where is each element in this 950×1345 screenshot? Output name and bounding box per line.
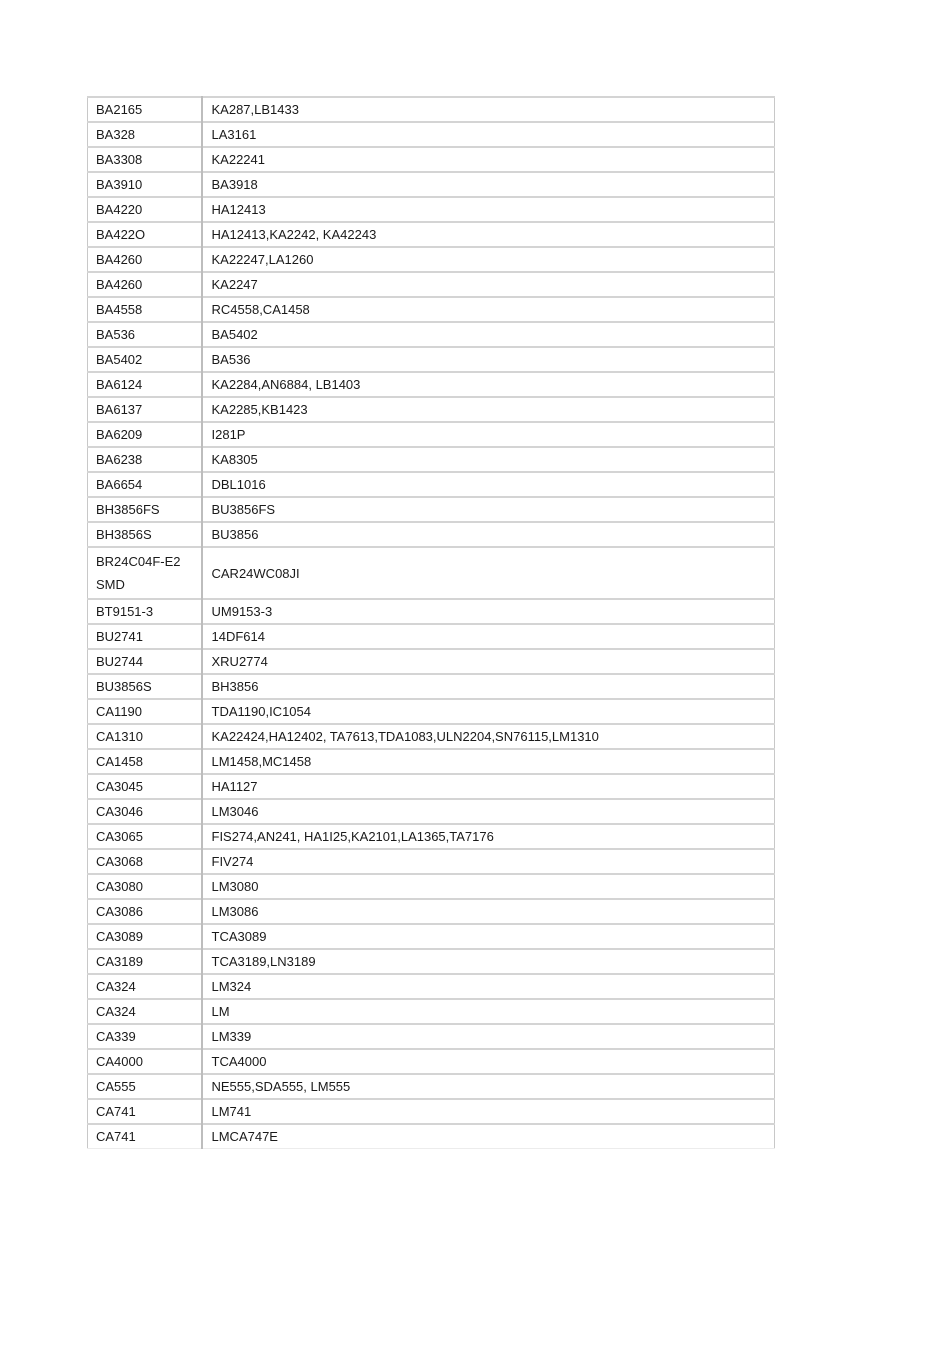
part-number-cell: BU2744 — [88, 649, 202, 674]
table-body — [88, 97, 775, 1149]
table-row — [88, 247, 775, 272]
part-number-cell: BT9151-3 — [88, 599, 202, 624]
table-row — [88, 924, 775, 949]
table-row — [88, 1049, 775, 1074]
part-number-cell: BA2165 — [88, 97, 202, 122]
part-number-cell: CA339 — [88, 1024, 202, 1049]
equivalents-cell: TCA3089 — [202, 924, 775, 949]
equivalents-cell: LM3046 — [202, 799, 775, 824]
table-row — [88, 649, 775, 674]
part-number-cell: BA3910 — [88, 172, 202, 197]
part-number-cell: CA555 — [88, 1074, 202, 1099]
equivalents-cell: HA1127 — [202, 774, 775, 799]
part-number-cell: BA4558 — [88, 297, 202, 322]
part-number-cell: BR24C04F-E2 SMD — [88, 547, 202, 599]
equivalents-cell: BA5402 — [202, 322, 775, 347]
equivalents-cell: BA536 — [202, 347, 775, 372]
part-number-cell: BA3308 — [88, 147, 202, 172]
part-number-cell: BA328 — [88, 122, 202, 147]
part-number-cell: BH3856S — [88, 522, 202, 547]
part-number-cell: BA6654 — [88, 472, 202, 497]
part-number-cell: BU3856S — [88, 674, 202, 699]
equivalents-cell: LM324 — [202, 974, 775, 999]
equivalents-cell: KA2284,AN6884, LB1403 — [202, 372, 775, 397]
equivalents-cell: TCA3189,LN3189 — [202, 949, 775, 974]
equivalents-cell: KA287,LB1433 — [202, 97, 775, 122]
table-row — [88, 774, 775, 799]
equivalents-cell: KA22424,HA12402, TA7613,TDA1083,ULN2204,SN76115,LM1310 — [202, 724, 775, 749]
equivalents-cell: BH3856 — [202, 674, 775, 699]
equivalents-cell: CAR24WC08JI — [202, 547, 775, 599]
table-row — [88, 1024, 775, 1049]
part-number-cell: CA1310 — [88, 724, 202, 749]
equivalents-cell: BU3856 — [202, 522, 775, 547]
equivalents-cell: LM3080 — [202, 874, 775, 899]
table-row — [88, 172, 775, 197]
part-number-cell: CA3068 — [88, 849, 202, 874]
equivalents-cell: HA12413 — [202, 197, 775, 222]
part-number-cell: BA4260 — [88, 272, 202, 297]
part-number-cell: CA3086 — [88, 899, 202, 924]
equivalents-cell: LM — [202, 999, 775, 1024]
equivalents-cell: LMCA747E — [202, 1124, 775, 1149]
table-row — [88, 272, 775, 297]
part-number-cell: BU2741 — [88, 624, 202, 649]
part-number-cell: CA3045 — [88, 774, 202, 799]
part-number-cell: CA3089 — [88, 924, 202, 949]
table-row — [88, 1124, 775, 1149]
table-row — [88, 497, 775, 522]
table-row — [88, 122, 775, 147]
part-number-cell: BA6124 — [88, 372, 202, 397]
part-number-cell: CA3189 — [88, 949, 202, 974]
equivalents-cell: FIV274 — [202, 849, 775, 874]
equivalents-cell: DBL1016 — [202, 472, 775, 497]
table-row — [88, 899, 775, 924]
table-row — [88, 699, 775, 724]
equivalents-cell: LM1458,MC1458 — [202, 749, 775, 774]
part-number-cell: CA3065 — [88, 824, 202, 849]
equivalents-cell: LA3161 — [202, 122, 775, 147]
equivalents-cell: NE555,SDA555, LM555 — [202, 1074, 775, 1099]
equivalents-cell: I281P — [202, 422, 775, 447]
table-row — [88, 974, 775, 999]
equivalents-cell: HA12413,KA2242, KA42243 — [202, 222, 775, 247]
table-row — [88, 297, 775, 322]
table-row — [88, 674, 775, 699]
table-row — [88, 422, 775, 447]
table-row — [88, 874, 775, 899]
table-row — [88, 1074, 775, 1099]
table-row — [88, 322, 775, 347]
equivalents-cell: KA2285,KB1423 — [202, 397, 775, 422]
table-row — [88, 849, 775, 874]
table-row — [88, 624, 775, 649]
part-number-cell: BA4220 — [88, 197, 202, 222]
part-number-cell: BH3856FS — [88, 497, 202, 522]
equivalents-cell: 14DF614 — [202, 624, 775, 649]
table-row — [88, 372, 775, 397]
equivalents-cell: UM9153-3 — [202, 599, 775, 624]
equivalents-cell: LM3086 — [202, 899, 775, 924]
equivalents-cell: LM339 — [202, 1024, 775, 1049]
equivalents-cell: FIS274,AN241, HA1I25,KA2101,LA1365,TA7176 — [202, 824, 775, 849]
part-number-cell: BA536 — [88, 322, 202, 347]
table-row — [88, 397, 775, 422]
equivalents-cell: BA3918 — [202, 172, 775, 197]
table-row — [88, 97, 775, 122]
part-number-cell: CA3046 — [88, 799, 202, 824]
table-row — [88, 197, 775, 222]
table-row — [88, 599, 775, 624]
equivalents-cell: BU3856FS — [202, 497, 775, 522]
table-row — [88, 824, 775, 849]
part-number-cell: CA324 — [88, 999, 202, 1024]
part-number-cell: BA4260 — [88, 247, 202, 272]
part-number-cell: CA741 — [88, 1124, 202, 1149]
equivalents-cell: TCA4000 — [202, 1049, 775, 1074]
table-row — [88, 147, 775, 172]
equivalents-cell: KA2247 — [202, 272, 775, 297]
table-row — [88, 949, 775, 974]
table-row — [88, 447, 775, 472]
equivalents-cell: XRU2774 — [202, 649, 775, 674]
part-number-cell: BA5402 — [88, 347, 202, 372]
equivalents-cell: KA22241 — [202, 147, 775, 172]
table-row — [88, 799, 775, 824]
equivalents-cell: KA22247,LA1260 — [202, 247, 775, 272]
part-number-cell: CA4000 — [88, 1049, 202, 1074]
equivalents-cell: LM741 — [202, 1099, 775, 1124]
equivalents-cell: RC4558,CA1458 — [202, 297, 775, 322]
equivalents-cell: KA8305 — [202, 447, 775, 472]
part-number-cell: BA422O — [88, 222, 202, 247]
table-row — [88, 547, 775, 599]
table-row — [88, 347, 775, 372]
part-number-cell: BA6137 — [88, 397, 202, 422]
part-number-cell: CA324 — [88, 974, 202, 999]
table-row — [88, 472, 775, 497]
part-number-cell: CA1458 — [88, 749, 202, 774]
table-row — [88, 522, 775, 547]
part-number-cell: CA3080 — [88, 874, 202, 899]
equivalents-table — [87, 96, 775, 1149]
equivalents-cell: TDA1190,IC1054 — [202, 699, 775, 724]
table-row — [88, 999, 775, 1024]
table-row — [88, 1099, 775, 1124]
part-number-cell: BA6238 — [88, 447, 202, 472]
table-row — [88, 749, 775, 774]
part-number-cell: CA1190 — [88, 699, 202, 724]
table-row — [88, 222, 775, 247]
table-row — [88, 724, 775, 749]
part-number-cell: BA6209 — [88, 422, 202, 447]
part-number-cell: CA741 — [88, 1099, 202, 1124]
